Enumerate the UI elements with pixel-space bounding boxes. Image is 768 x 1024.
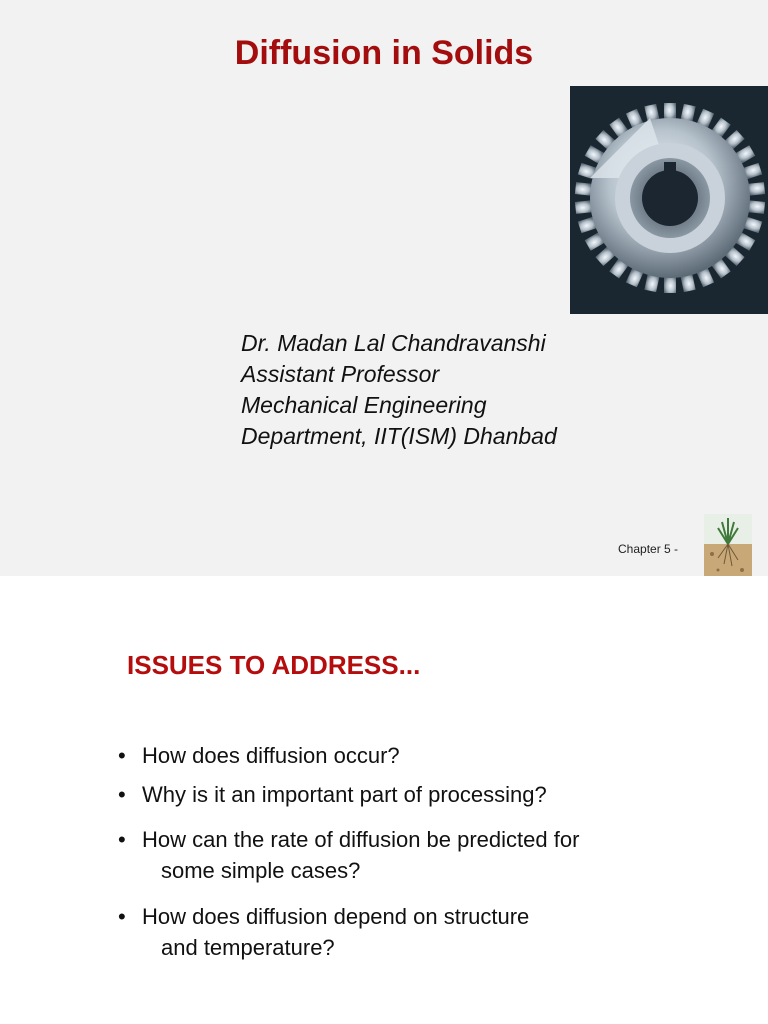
bullet-text: How does diffusion depend on structure xyxy=(142,904,530,929)
author-institute: Department, IIT(ISM) Dhanbad xyxy=(241,423,557,449)
gear-icon xyxy=(570,86,768,314)
bullet-icon: • xyxy=(118,904,126,929)
author-title: Assistant Professor xyxy=(241,361,440,387)
bullet-icon: • xyxy=(118,782,126,807)
bullet-icon: • xyxy=(118,743,126,768)
bullet-continuation: and temperature? xyxy=(161,935,335,960)
bullet-text: How can the rate of diffusion be predicted for xyxy=(142,827,580,852)
bullet-text: Why is it an important part of processing? xyxy=(142,782,547,807)
author-name: Dr. Madan Lal Chandravanshi xyxy=(241,330,546,356)
bullet-icon: • xyxy=(118,827,126,852)
gear-image xyxy=(570,86,768,314)
slide-title: Diffusion in Solids xyxy=(234,34,534,72)
author-dept: Mechanical Engineering xyxy=(241,392,487,418)
bullet-continuation: some simple cases? xyxy=(161,858,361,883)
bullet-text: How does diffusion occur? xyxy=(142,743,400,768)
author-block xyxy=(241,328,557,452)
plant-icon xyxy=(704,514,752,576)
chapter-footer: Chapter 5 - xyxy=(618,542,679,556)
issues-heading: ISSUES TO ADDRESS... xyxy=(127,650,421,680)
plant-roots-image xyxy=(704,514,752,576)
issues-slide xyxy=(0,576,768,1024)
